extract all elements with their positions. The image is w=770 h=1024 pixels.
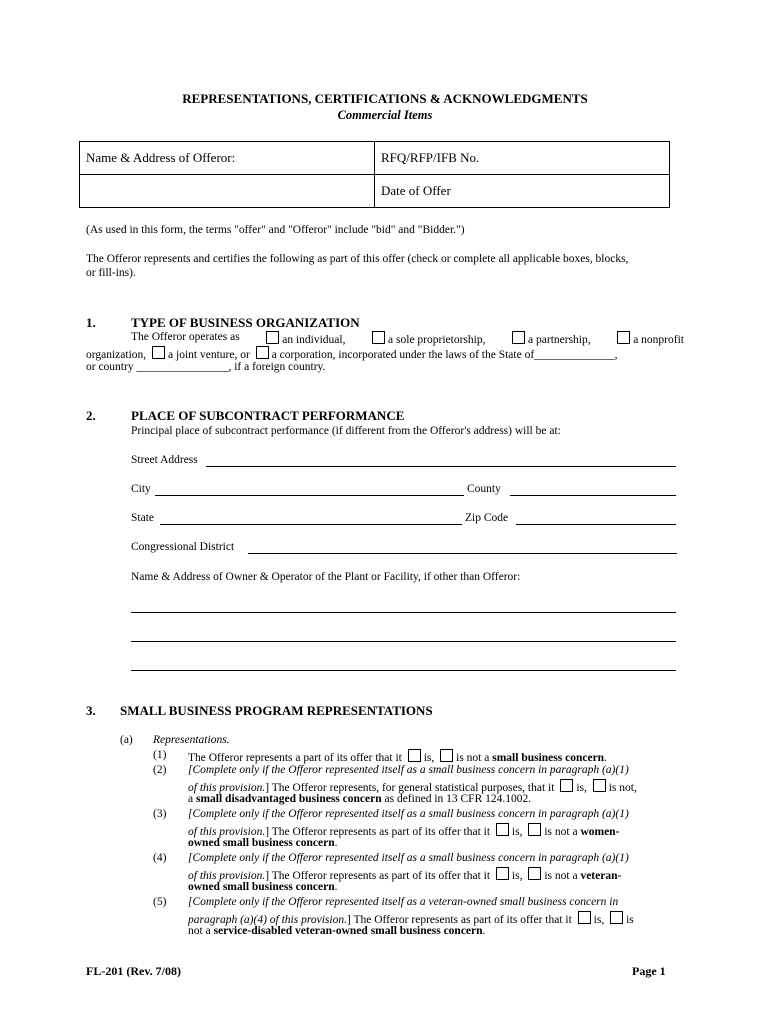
item4-bold-term-1: veteran- [580,870,622,882]
individual-label: an individual, [282,334,346,346]
item3-isnot-label: is not a [544,826,578,838]
item1-number: (1) [153,749,167,761]
veteran-owned-isnot-checkbox[interactable] [528,867,541,880]
state-field[interactable] [160,524,462,525]
item1-isnot-label: is not a [456,752,490,764]
county-field[interactable] [510,495,676,496]
item3-italic: of this provision. [188,826,266,838]
item5-italic: paragraph (a)(4) of this provision. [188,914,347,926]
item2-line1: [Complete only if the Offeror represented itself as a small business concern in paragraph (a)(1) [188,764,629,776]
item5-is-label: is, [593,914,605,926]
representations-title: Representations. [153,734,230,746]
disadvantaged-isnot-checkbox[interactable] [593,779,606,792]
nonprofit-checkbox[interactable] [617,331,630,344]
operates-as-text: The Offeror operates as [131,331,240,343]
item2-line2 [188,779,637,794]
item5-bold-term: service-disabled veteran-owned small business concern [213,925,483,937]
partnership-label: a partnership, [528,334,591,346]
item5-line2 [188,911,634,926]
item4-line2 [188,867,621,882]
name-address-label: Name & Address of Offeror: [86,150,236,165]
intro-definitions: (As used in this form, the terms "offer" and "Offeror" include "bid" and "Bidder.") [86,224,465,236]
item5-isnot-label: is [626,914,634,926]
state-label: State [131,512,154,524]
zip-code-field[interactable] [516,524,676,525]
section1-line3: or country ________________, if a foreign country. [86,361,326,373]
item4-italic: of this provision. [188,870,266,882]
page-title: REPRESENTATIONS, CERTIFICATIONS & ACKNOWLEDGMENTS [182,91,588,106]
item3-text: ] The Offeror represents as part of its offer that it [265,826,491,838]
city-field[interactable] [155,495,464,496]
form-id: FL-201 (Rev. 7/08) [86,964,181,978]
name-address-cell[interactable] [80,142,375,175]
item3-bold-term-2: owned small business concern [188,837,335,849]
item2-bold-term: small disadvantaged business concern [195,793,382,805]
item1-bold-term: small business concern [492,752,605,764]
item2-isnot-label: is not, [608,782,637,794]
item4-isnot-label: is not a [544,870,578,882]
section2-number: 2. [86,408,96,423]
individual-checkbox[interactable] [266,331,279,344]
county-label: County [467,483,501,495]
item5-not-a: not a [188,925,211,937]
city-label: City [131,483,151,495]
zip-code-label: Zip Code [465,512,509,524]
organization-text: organization, [86,349,147,361]
women-owned-isnot-checkbox[interactable] [528,823,541,836]
date-cell[interactable] [375,175,670,208]
owner-operator-field-2[interactable] [131,641,676,642]
joint-venture-label: a joint venture, or [168,349,250,361]
item2-line3 [188,793,531,805]
street-address-label: Street Address [131,454,198,466]
item4-line3: owned small business concern. [188,881,338,893]
item2-cfr: as defined in 13 CFR 124.1002. [384,793,532,805]
para-a-label: (a) [120,734,133,746]
item2-text: ] The Offeror represents, for general statistical purposes, that it [265,782,555,794]
corporation-checkbox[interactable] [256,346,269,359]
section1-number: 1. [86,315,96,330]
congressional-district-field[interactable] [248,553,677,554]
sole-proprietorship-label: a sole proprietorship, [388,334,486,346]
item1-is-label: is, [423,752,435,764]
item5-text: ] The Offeror represents as part of its offer that it [346,914,572,926]
small-business-isnot-checkbox[interactable] [440,749,453,762]
item3-line3: owned small business concern. [188,837,338,849]
disadvantaged-is-checkbox[interactable] [560,779,573,792]
small-business-is-checkbox[interactable] [408,749,421,762]
item3-bold-term-1: women- [580,826,620,838]
nonprofit-label: a nonprofit [633,334,684,346]
owner-operator-label: Name & Address of Owner & Operator of the Plant or Facility, if other than Offeror: [131,571,521,583]
joint-venture-checkbox[interactable] [152,346,165,359]
item1-text: The Offeror represents a part of its offer that it [188,752,402,764]
section2-description: Principal place of subcontract performance (if different from the Offeror's address) will be at: [131,425,561,437]
sdvo-is-checkbox[interactable] [578,911,591,924]
owner-operator-field-3[interactable] [131,670,676,671]
item3-line2 [188,823,619,838]
street-address-field[interactable] [206,466,676,467]
item5-line3: not a service-disabled veteran-owned small business concern. [188,925,486,937]
item2-number: (2) [153,764,167,776]
section1-line2 [86,346,618,361]
item3-number: (3) [153,808,167,820]
page-number: Page 1 [632,964,666,978]
intro-certify-line2: or fill-ins). [86,267,136,279]
item2-a: a [188,793,194,805]
item1-line: The Offeror represents a part of its offer that it is, is not a small business concern. [188,749,607,764]
rfq-cell[interactable] [375,142,670,175]
section3-number: 3. [86,703,96,718]
partnership-checkbox[interactable] [512,331,525,344]
item4-text: ] The Offeror represents as part of its offer that it [265,870,491,882]
item3-is-label: is, [511,826,523,838]
item2-is-label: is, [576,782,587,794]
item4-line1: [Complete only if the Offeror represented itself as a small business concern in paragraph (a)(1) [188,852,629,864]
rfq-label: RFQ/RFP/IFB No. [381,150,480,165]
congressional-district-label: Congressional District [131,541,235,553]
section1-line1 [131,331,684,346]
page-subtitle: Commercial Items [337,108,433,122]
item4-number: (4) [153,852,167,864]
veteran-owned-is-checkbox[interactable] [496,867,509,880]
section3-heading: SMALL BUSINESS PROGRAM REPRESENTATIONS [120,703,433,718]
item5-line1: [Complete only if the Offeror represented itself as a veteran-owned small business concern in [188,896,619,908]
item2-italic: of this provision. [188,782,266,794]
owner-operator-field-1[interactable] [131,612,676,613]
offeror-header-table [79,141,670,208]
item5-number: (5) [153,896,167,908]
women-owned-is-checkbox[interactable] [496,823,509,836]
sole-proprietorship-checkbox[interactable] [372,331,385,344]
section2-heading: PLACE OF SUBCONTRACT PERFORMANCE [131,408,405,423]
sdvo-isnot-checkbox[interactable] [610,911,623,924]
corporation-label: a corporation, incorporated under the laws of the State of______________, [271,349,618,361]
item4-bold-term-2: owned small business concern [188,881,335,893]
date-label: Date of Offer [381,183,451,198]
item3-line1: [Complete only if the Offeror represented itself as a small business concern in paragraph (a)(1) [188,808,629,820]
section1-heading: TYPE OF BUSINESS ORGANIZATION [131,315,360,330]
name-address-field[interactable] [80,175,375,208]
item4-is-label: is, [511,870,523,882]
intro-certify-line1: The Offeror represents and certifies the following as part of this offer (check or complete all applicable boxes, blocks, [86,253,629,265]
